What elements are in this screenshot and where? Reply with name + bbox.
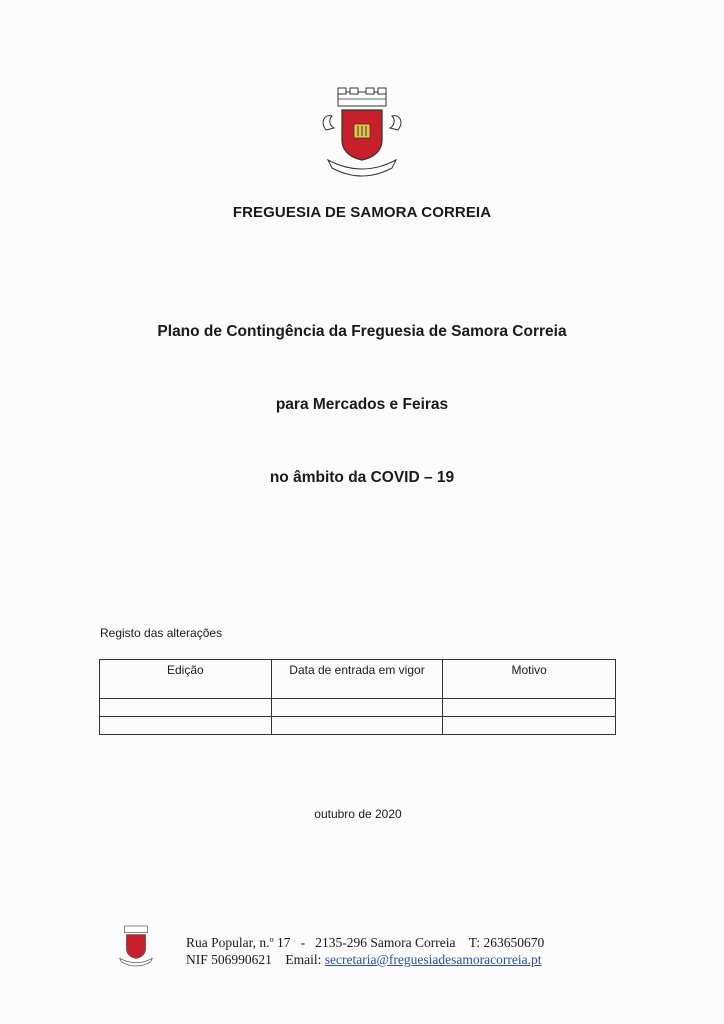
table-row: [100, 717, 616, 735]
document-title-line-3: no âmbito da COVID – 19: [269, 469, 455, 486]
footer-contact: [186, 934, 544, 968]
document-title-line-1: Plano de Contingência da Freguesia de Samora Correia: [157, 323, 567, 340]
table-cell: [443, 699, 616, 717]
footer-email-label: Email:: [285, 952, 322, 967]
document-title-line-2: para Mercados e Feiras: [275, 396, 449, 413]
column-header-reason: Motivo: [443, 660, 616, 699]
footer-phone: T: 263650670: [468, 935, 545, 950]
column-header-effective-date: Data de entrada em vigor: [271, 660, 443, 699]
table-cell: [443, 717, 616, 735]
footer-email-link[interactable]: secretaria@freguesiadesamoracorreia.pt: [324, 952, 542, 967]
table-header-row: [100, 660, 616, 699]
table-row: [100, 699, 616, 717]
table-cell: [100, 717, 272, 735]
table-cell: [271, 699, 443, 717]
column-header-edition: Edição: [100, 660, 272, 699]
coat-of-arms-logo: [318, 86, 406, 182]
footer-address: Rua Popular, n.º 17: [186, 935, 291, 950]
footer-nif: NIF 506990621: [186, 952, 272, 967]
footer-coat-of-arms-logo: [115, 923, 157, 969]
changes-register-table: [99, 659, 616, 735]
changes-register-label: Registo das alterações: [100, 626, 223, 640]
document-date: outubro de 2020: [314, 807, 402, 821]
organization-title: FREGUESIA DE SAMORA CORREIA: [232, 204, 492, 221]
table-cell: [100, 699, 272, 717]
table-cell: [271, 717, 443, 735]
footer-separator: -: [300, 935, 306, 950]
footer-postal: 2135-296 Samora Correia: [315, 935, 456, 950]
